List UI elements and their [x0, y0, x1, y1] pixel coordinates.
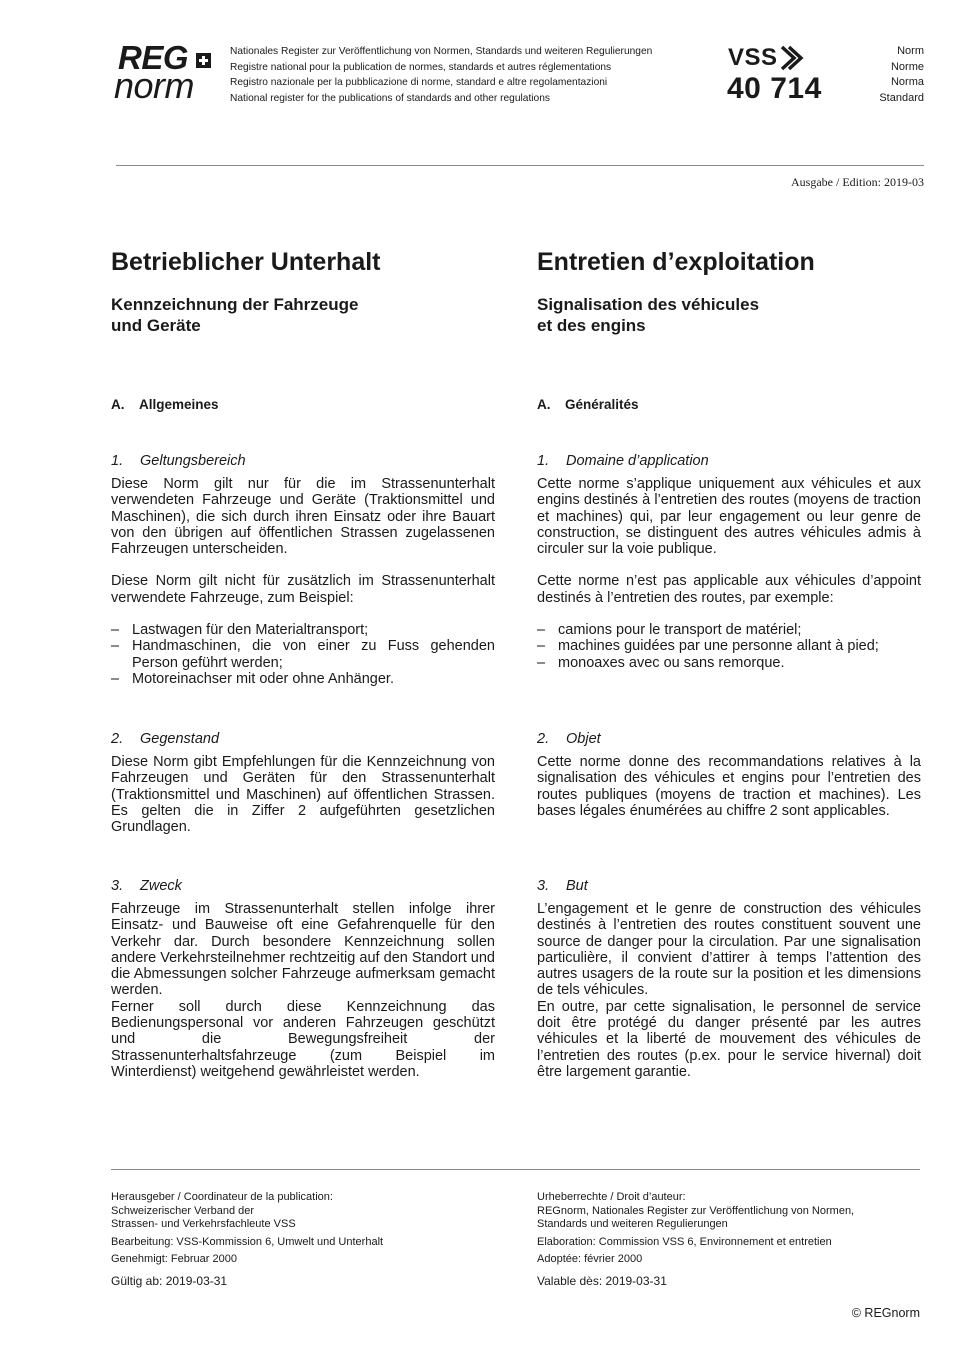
list-item: – Motoreinachser mit oder ohne Anhänger.: [111, 671, 495, 687]
valid-from: Valable dès: 2019-03-31: [537, 1273, 667, 1288]
swiss-cross-icon: [196, 53, 211, 68]
subsection-title: Zweck: [140, 878, 182, 894]
page-title-de: Betrieblicher Unterhalt: [111, 248, 381, 276]
publisher-info: [111, 1191, 511, 1232]
subtitle-line-2: et des engins: [537, 316, 646, 335]
subsection-title: Gegenstand: [140, 731, 220, 747]
section-1-de: [111, 452, 495, 730]
paragraph: Diese Norm gibt Empfehlungen für die Kennzeichnung von Fahrzeugen und Geräten für den Strassenunterhalt (Traktionsmittel und Maschinen) auf öffentlichen Strassen. Es gelten die in Ziffer 2 aufgeführten gesetzlichen Grundlagen.: [111, 754, 495, 836]
header-divider: [116, 165, 924, 166]
doc-type-fr: Norme: [890, 60, 924, 73]
example-list: [537, 622, 921, 671]
list-item: – Lastwagen für den Materialtransport;: [111, 622, 495, 638]
norm-number: 40 714: [727, 72, 822, 105]
register-line-de: Nationales Register zur Veröffentlichung von Normen, Standards und weiteren Regulierungen: [230, 46, 653, 57]
section-title: Généralités: [565, 397, 639, 412]
publisher-line-1: Schweizerischer Verband der: [111, 1204, 255, 1217]
paragraph: Diese Norm gilt nicht für zusätzlich im Strassenunterhalt verwendete Fahrzeuge, zum Beispiel:: [111, 573, 495, 606]
section-3-de: [111, 877, 495, 1080]
paragraph: En outre, par cette signalisation, le personnel de service doit être protégé du danger présenté par les autres véhicules et la liberté de mouvement des véhicules de l’entretien des routes (p.ex. pour le service hivernal) doit être largement garantie.: [537, 998, 921, 1080]
vss-chevron-icon: [776, 45, 804, 71]
paragraph: Diese Norm gilt nur für die im Strassenunterhalt verwendeten Fahrzeuge und Geräte (Traktionsmittel und Maschinen), die sich durch ihren Einsatz oder ihre Bauart von den übrigen auf öffentlichen Strassen zugelassenen Fahrzeugen unterscheiden.: [111, 476, 495, 558]
column-french: [537, 244, 921, 1080]
edition-info: Ausgabe / Edition: 2019-03: [791, 175, 924, 189]
subtitle-line-2: und Geräte: [111, 316, 201, 335]
footer-divider: [111, 1169, 920, 1170]
paragraph: Fahrzeuge im Strassenunterhalt stellen infolge ihrer Einsatz- und Bauweise oft eine Gefahrenquelle für den Verkehr dar. Durch besondere Kennzeichnung sollen andere Verkehrsteilnehmer rechtzeitig auf den Standort und die Abmessungen solcher Fahrzeuge aufmerksam gemacht werden.: [111, 901, 495, 999]
copyright-info: [537, 1191, 937, 1232]
section-heading-de: [111, 396, 495, 452]
subsection-title: But: [566, 878, 588, 894]
example-list: [111, 622, 495, 687]
copyright-line-1: REGnorm, Nationales Register zur Veröffentlichung von Normen,: [537, 1204, 855, 1217]
section-heading-fr: [537, 396, 921, 452]
bearbeitung-info: Bearbeitung: VSS-Kommission 6, Umwelt und Unterhalt: [111, 1235, 384, 1248]
subsection-title: Objet: [566, 731, 601, 747]
subtitle-line-1: Signalisation des véhicules: [537, 295, 760, 314]
logo-norm-text: norm: [114, 65, 195, 106]
valid-from: Gültig ab: 2019-03-31: [111, 1273, 228, 1288]
vss-label: VSS: [728, 44, 778, 71]
register-description: [230, 44, 652, 106]
section-number: A.: [111, 397, 125, 412]
section-1-fr: [537, 452, 921, 730]
paragraph: Ferner soll durch diese Kennzeichnung das Bedienungspersonal vor anderen Fahrzeugen geschützt und die Bewegungsfreiheit der Strassenunterhaltsfahrzeuge (zum Beispiel im Winterdienst) weitgehend gewährleistet werden.: [111, 998, 495, 1080]
copyright-label: Urheberrechte / Droit d’auteur:: [537, 1191, 686, 1203]
list-item: – monoaxes avec ou sans remorque.: [537, 655, 921, 671]
adoption-date: Adoptée: février 2000: [537, 1253, 643, 1265]
subsection-title: Domaine d’application: [566, 453, 709, 469]
subsection-number: 1.: [111, 453, 124, 469]
approval-date: Genehmigt: Februar 2000: [111, 1253, 237, 1265]
section-3-fr: [537, 877, 921, 1080]
paragraph: Cette norme n’est pas applicable aux véhicules d’appoint destinés à l’entretien des routes, par exemple:: [537, 573, 921, 606]
doc-type-de: Norm: [897, 45, 924, 57]
subsection-number: 3.: [111, 878, 124, 894]
column-german: [111, 244, 495, 1080]
subsection-number: 1.: [537, 453, 550, 469]
register-line-en: National register for the publications of standards and other regulations: [230, 92, 550, 104]
doc-type-en: Standard: [879, 91, 924, 104]
section-title: Allgemeines: [139, 397, 219, 412]
paragraph: L’engagement et le genre de construction des véhicules destinés à l’entretien des routes constituent souvent une source de danger pour la circulation. Par une signalisation particulière, il convient d’attirer à temps l’attention des autres usagers de la route sur la position et les dimensions de tels véhicules.: [537, 901, 921, 999]
publisher-line-2: Strassen- und Verkehrsfachleute VSS: [111, 1218, 296, 1230]
footer-left: [111, 1191, 511, 1288]
section-number: A.: [537, 397, 551, 412]
register-line-fr: Registre national pour la publication de normes, standards et autres réglementations: [230, 61, 612, 73]
paragraph: Cette norme s’applique uniquement aux véhicules et aux engins destinés à l’entretien des routes (moyens de traction et machines) qui, par leur engagement ou leur genre de construction, se distinguent des autres véhicules admis à circuler sur la voie publique.: [537, 476, 921, 558]
subsection-number: 2.: [111, 731, 124, 747]
list-item: – machines guidées par une personne allant à pied;: [537, 638, 921, 654]
doc-type-it: Norma: [890, 76, 924, 88]
publisher-label: Herausgeber / Coordinateur de la publication:: [111, 1191, 333, 1203]
paragraph: Cette norme donne des recommandations relatives à la signalisation des véhicules et engins pour l’entretien des routes publiques (moyens de traction et machines). Les bases légales énumérées au chiffre 2 sont applicables.: [537, 754, 921, 819]
document-type-list: [879, 44, 924, 106]
copyright-mark: © REGnorm: [851, 1306, 920, 1320]
subsection-heading: [537, 877, 921, 895]
subsection-heading: [111, 730, 495, 748]
subsection-heading: [537, 452, 921, 470]
copyright-line-2: Standards und weiteren Regulierungen: [537, 1218, 728, 1230]
list-item: – Handmaschinen, die von einer zu Fuss gehenden Person geführt werden;: [111, 638, 495, 671]
subsection-heading: [111, 452, 495, 470]
section-2-de: [111, 730, 495, 877]
section-2-fr: [537, 730, 921, 877]
subsection-number: 3.: [537, 878, 550, 894]
page-subtitle-fr: [537, 294, 921, 396]
subsection-heading: [537, 730, 921, 748]
footer-right: [537, 1191, 937, 1288]
subsection-title: Geltungsbereich: [140, 453, 246, 469]
list-item: – camions pour le transport de matériel;: [537, 622, 921, 638]
logo-reg-text: REG: [118, 39, 189, 76]
register-line-it: Registro nazionale per la pubblicazione di norme, standard e altre regolamentazioni: [230, 77, 608, 88]
page-title-fr: Entretien d’exploitation: [537, 248, 815, 276]
elaboration-info: Elaboration: Commission VSS 6, Environnement et entretien: [537, 1235, 832, 1248]
subsection-heading: [111, 877, 495, 895]
subtitle-line-1: Kennzeichnung der Fahrzeuge: [111, 295, 359, 314]
page-subtitle-de: [111, 294, 495, 396]
subsection-number: 2.: [537, 731, 550, 747]
